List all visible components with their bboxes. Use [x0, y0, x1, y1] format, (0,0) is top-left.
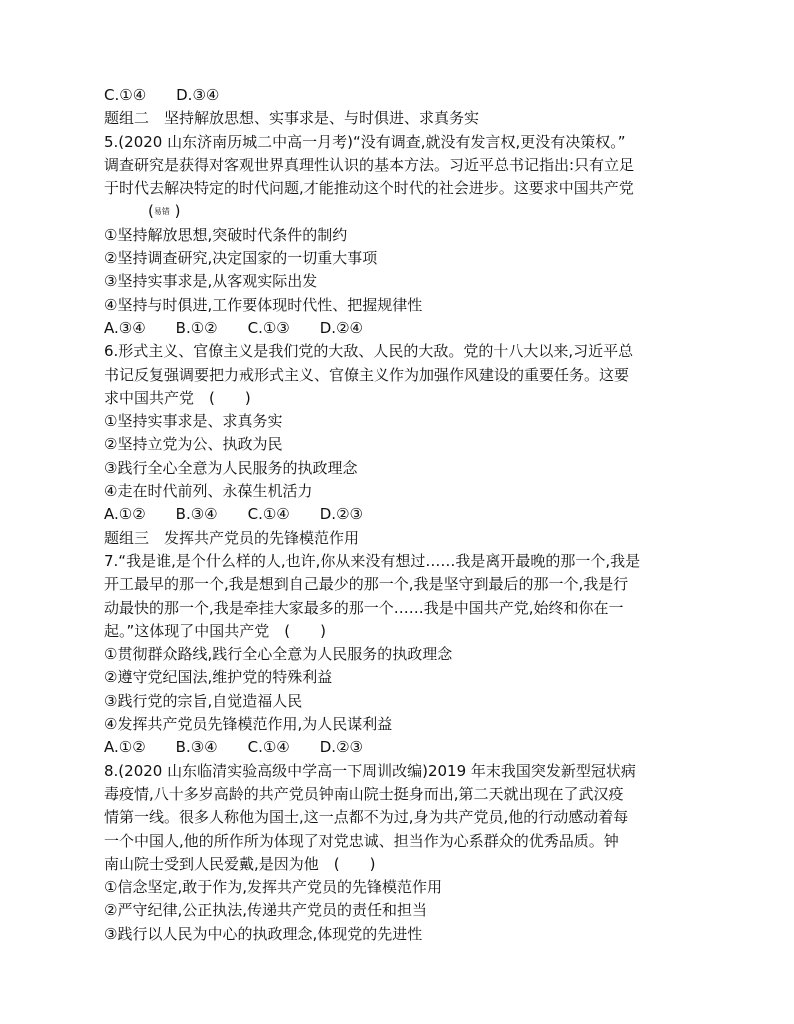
error-prone-tag: 易错 — [153, 207, 170, 217]
question-8-option-3: ③践行以人民为中心的执政理念,体现党的先进性 — [104, 924, 423, 943]
question-5-option-4: ④坚持与时俱进,工作要体现时代性、把握规律性 — [104, 295, 423, 314]
question-5-choices: A.③④ B.①② C.①③ D.②④ — [104, 318, 363, 337]
question-6-stem-line-1: 6.形式主义、官僚主义是我们党的大敌、人民的大敌。党的十八大以来,习近平总 — [104, 342, 634, 361]
question-6-option-3: ③践行全心全意为人民服务的执政理念 — [104, 458, 358, 477]
question-6-stem-line-2: 书记反复强调要把力戒形式主义、官僚主义作为加强作风建设的重要任务。这要 — [104, 365, 630, 384]
question-8-stem-line-4: 一个中国人,他的所作所为体现了对党忠诚、担当作为心系群众的优秀品质。钟 — [104, 831, 619, 850]
close-paren: ) — [174, 202, 181, 221]
question-6-stem-line-3: 求中国共产党 ( ) — [104, 388, 251, 407]
question-5-stem-line-3: 于时代去解决特定的时代问题,才能推动这个时代的社会进步。这要求中国共产党 — [104, 179, 634, 198]
question-8-stem-line-5: 南山院士受到人民爱戴,是因为他 ( ) — [104, 854, 376, 873]
question-7-option-1: ①贯彻群众路线,践行全心全意为人民服务的执政理念 — [104, 645, 453, 664]
question-8-stem-line-1: 8.(2020 山东临清实验高级中学高一下周训改编)2019 年末我国突发新型冠状病 — [104, 761, 636, 780]
question-8-option-2: ②严守纪律,公正执法,传递共产党员的责任和担当 — [104, 901, 427, 920]
question-6-option-2: ②坚持立党为公、执政为民 — [104, 435, 283, 454]
question-7-stem-line-3: 动最快的那一个,我是牵挂大家最多的那一个……我是中国共产党,始终和你在一 — [104, 598, 624, 617]
question-5-option-2: ②坚持调查研究,决定国家的一切重大事项 — [104, 249, 378, 268]
section-heading-group-2: 题组二 坚持解放思想、实事求是、与时俱进、求真务实 — [104, 109, 480, 128]
question-8-stem-line-2: 毒疫情,八十多岁高龄的共产党员钟南山院士挺身而出,第二天就出现在了武汉疫 — [104, 784, 624, 803]
section-heading-group-3: 题组三 发挥共产党员的先锋模范作用 — [104, 528, 360, 547]
question-6-option-4: ④走在时代前列、永葆生机活力 — [104, 482, 313, 501]
question-7-stem-line-2: 开工最早的那一个,我是想到自己最少的那一个,我是坚守到最后的那一个,我是行 — [104, 575, 629, 594]
question-5-answer-blank — [104, 200, 694, 223]
question-6-choices: A.①② B.③④ C.①④ D.②③ — [104, 505, 363, 524]
question-7-choices: A.①② B.③④ C.①④ D.②③ — [104, 738, 363, 757]
question-7-option-2: ②遵守党纪国法,维护党的特殊利益 — [104, 668, 333, 687]
question-7-option-4: ④发挥共产党员先锋模范作用,为人民谋利益 — [104, 715, 393, 734]
question-5-stem-line-1: 5.(2020 山东济南历城二中高一月考)“没有调查,就没有发言权,更没有决策权。” — [104, 132, 626, 151]
question-5-option-3: ③坚持实事求是,从客观实际出发 — [104, 272, 318, 291]
answer-options-q4: C.①④ D.③④ — [104, 86, 220, 104]
question-8-stem-line-3: 情第一线。很多人称他为国士,这一点都不为过,身为共产党员,他的行动感动着每 — [104, 808, 629, 827]
question-7-stem-line-4: 起。”这体现了中国共产党 ( ) — [104, 621, 326, 640]
question-7-option-3: ③践行党的宗旨,自觉造福人民 — [104, 691, 303, 710]
document-body — [104, 84, 694, 946]
open-paren: ( — [148, 202, 154, 221]
question-6-option-1: ①坚持实事求是、求真务实 — [104, 412, 283, 431]
question-5-stem-line-2: 调查研究是获得对客观世界真理性认识的基本方法。习近平总书记指出:只有立足 — [104, 155, 635, 174]
question-8-option-1: ①信念坚定,敢于作为,发挥共产党员的先锋模范作用 — [104, 878, 442, 897]
question-7-stem-line-1: 7.“我是谁,是个什么样的人,也许,你从来没有想过……我是离开最晚的那一个,我是 — [104, 551, 641, 570]
question-5-option-1: ①坚持解放思想,突破时代条件的制约 — [104, 225, 348, 244]
